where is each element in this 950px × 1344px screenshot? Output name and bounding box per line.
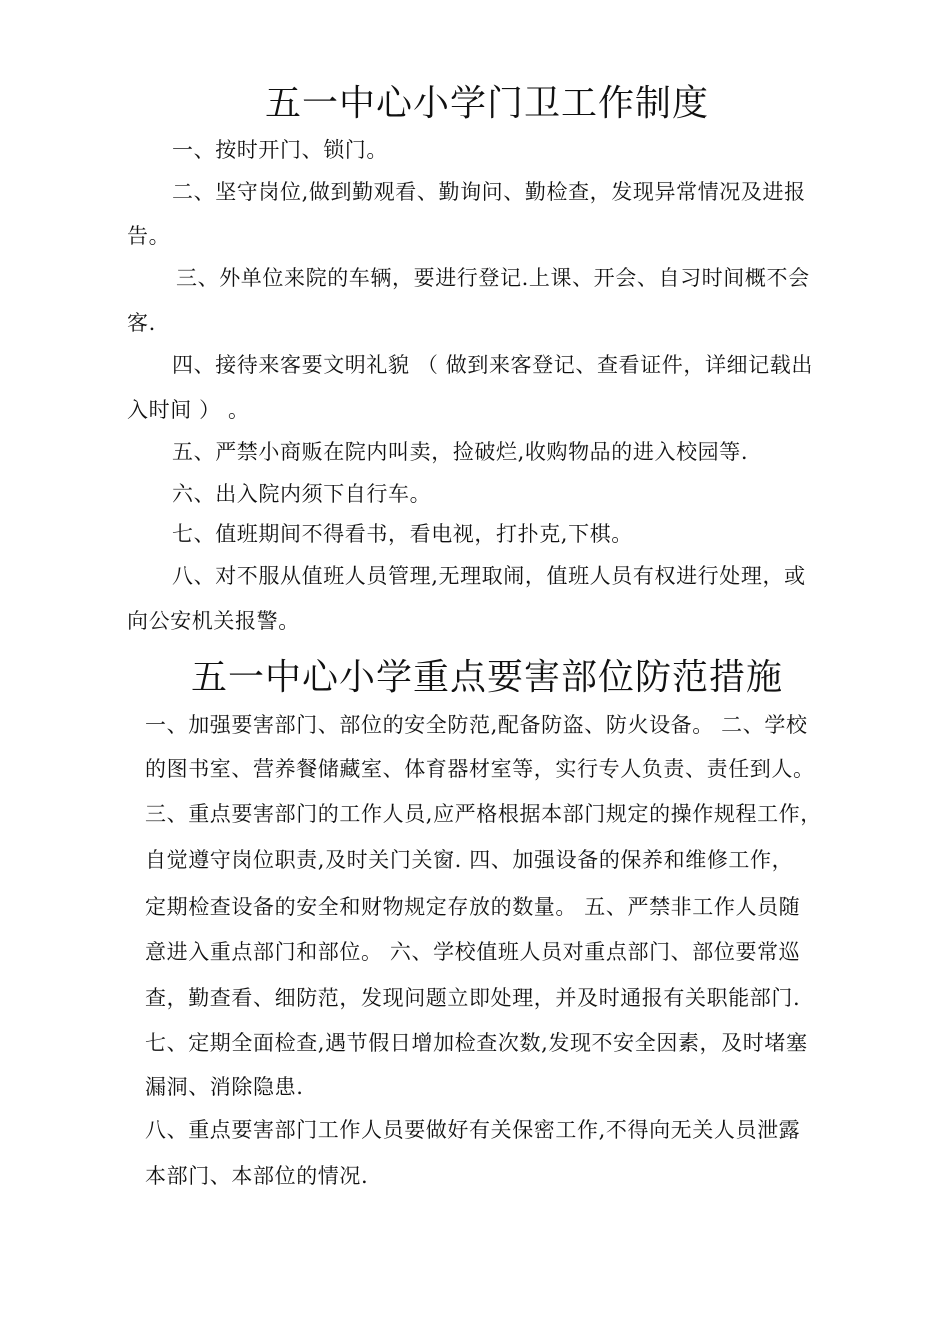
section2-line-5: 定期检查设备的安全和财物规定存放的数量。 五、严禁非工作人员随 bbox=[145, 895, 801, 919]
section2-title: 五一中心小学重点要害部位防范措施 bbox=[190, 657, 783, 698]
section1-line-3: 告。 bbox=[127, 224, 171, 248]
section1-line-6: 四、接待来客要文明礼貌 （ 做到来客登记、查看证件，详细记载出 bbox=[172, 353, 813, 377]
section2-line-7: 查，勤查看、细防范，发现问题立即处理，并及时通报有关职能部门. bbox=[145, 986, 801, 1010]
section2-line-10: 八、重点要害部门工作人员要做好有关保密工作,不得向无关人员泄露 bbox=[145, 1118, 801, 1142]
section1-line-5: 客. bbox=[127, 311, 156, 335]
section1-line-9: 六、出入院内须下自行车。 bbox=[172, 482, 432, 506]
section2-line-2: 的图书室、营养餐储藏室、体育器材室等，实行专人负责、责任到人。 bbox=[145, 757, 815, 781]
section2-line-4: 自觉遵守岗位职责,及时关门关窗. 四、加强设备的保养和维修工作， bbox=[145, 848, 794, 872]
section2-line-3: 三、重点要害部门的工作人员,应严格根据本部门规定的操作规程工作， bbox=[145, 802, 822, 826]
section1-line-1: 一、按时开门、锁门。 bbox=[172, 138, 388, 162]
section1-line-11: 八、对不服从值班人员管理,无理取闹，值班人员有权进行处理，或 bbox=[172, 564, 806, 588]
section1-line-4: 三、外单位来院的车辆，要进行登记.上课、开会、自习时间概不会 bbox=[176, 266, 810, 290]
section1-line-8: 五、严禁小商贩在院内叫卖，捡破烂,收购物品的进入校园等. bbox=[172, 440, 749, 464]
section2-line-9: 漏洞、消除隐患. bbox=[145, 1075, 304, 1099]
section2-line-6: 意进入重点部门和部位。 六、学校值班人员对重点部门、部位要常巡 bbox=[145, 940, 801, 964]
section1-line-12: 向公安机关报警。 bbox=[127, 609, 300, 633]
section2-line-1: 一、加强要害部门、部位的安全防范,配备防盗、防火设备。 二、学校 bbox=[145, 713, 808, 737]
section1-line-7: 入时间 ） 。 bbox=[127, 398, 250, 422]
section1-line-2: 二、坚守岗位,做到勤观看、勤询问、勤检查，发现异常情况及进报 bbox=[172, 180, 806, 204]
section1-line-10: 七、值班期间不得看书，看电视，打扑克,下棋。 bbox=[172, 522, 633, 546]
section2-line-11: 本部门、本部位的情况. bbox=[145, 1164, 369, 1188]
section2-line-8: 七、定期全面检查,遇节假日增加检查次数,发现不安全因素，及时堵塞 bbox=[145, 1031, 808, 1055]
section1-title: 五一中心小学门卫工作制度 bbox=[264, 83, 709, 124]
